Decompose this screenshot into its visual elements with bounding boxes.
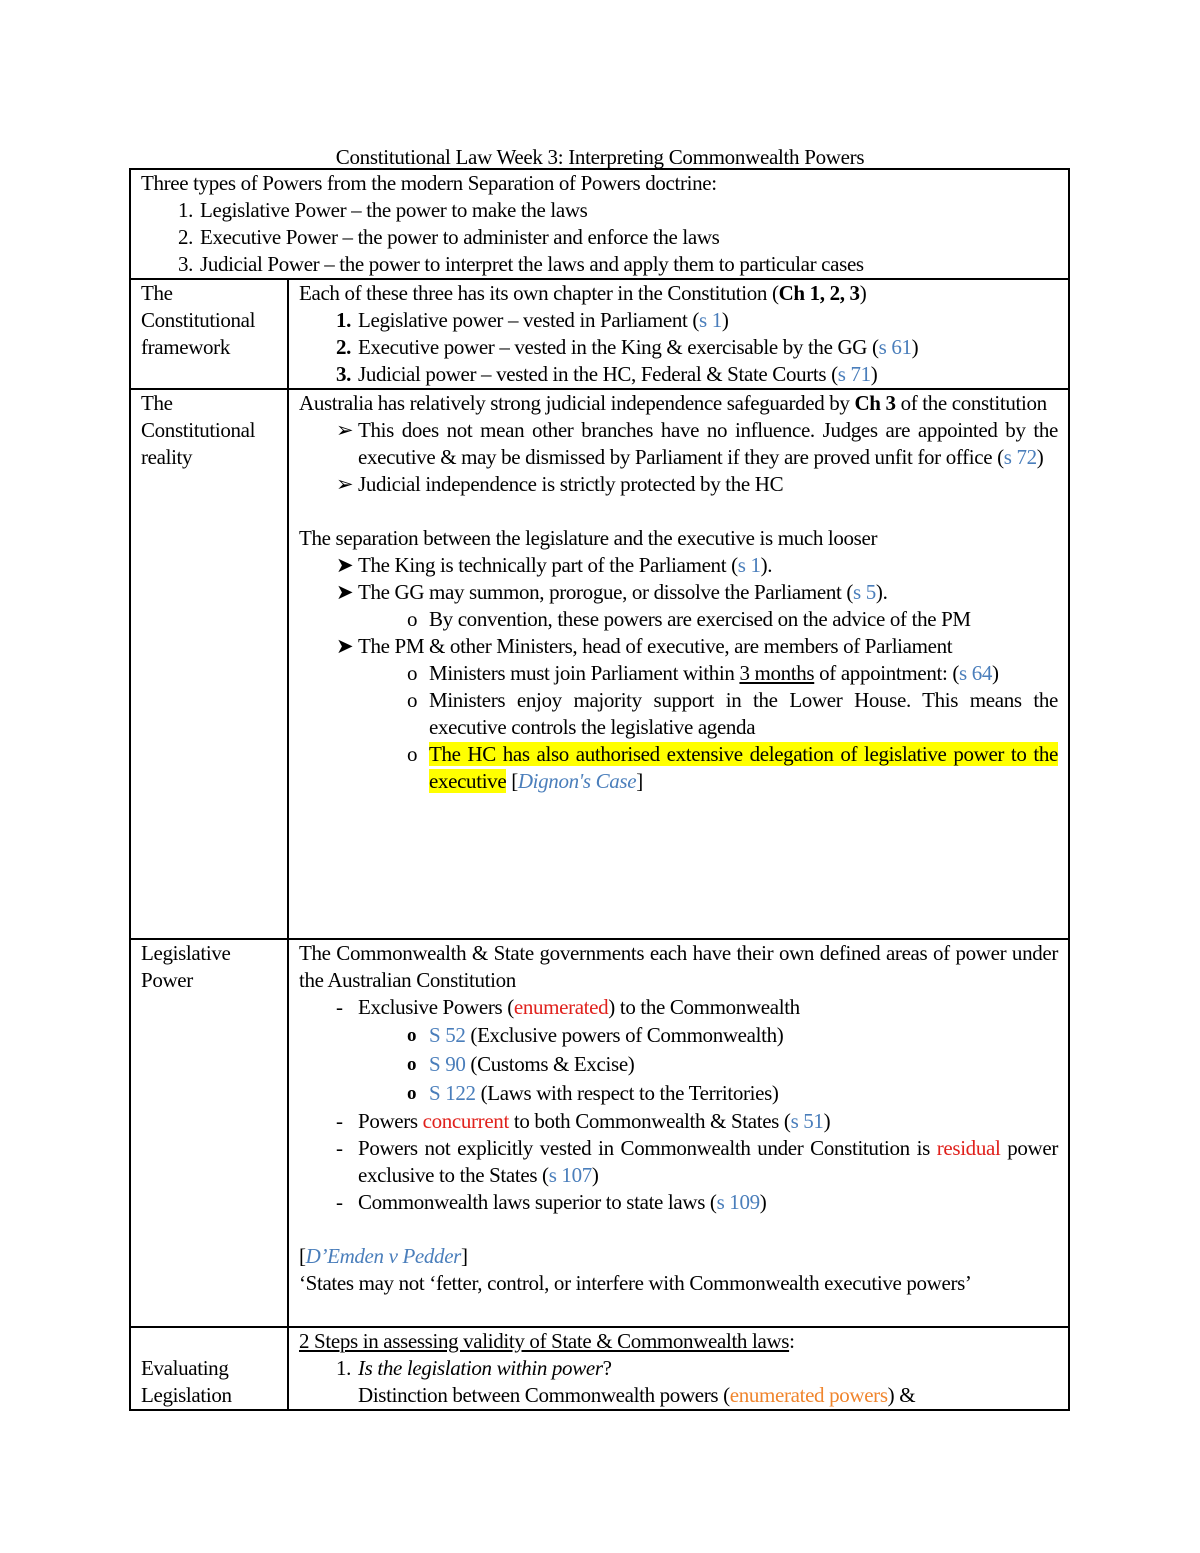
reality-p2: The separation between the legislature and the executive is much looser [299,526,878,550]
arrow-bullet-item [299,417,1058,471]
circle-bullet-icon: o [407,742,418,766]
dash-item [299,1135,1058,1189]
section-ref: s 71 [837,362,871,386]
section-ref: s 61 [878,335,912,359]
step-end: ? [602,1356,612,1380]
p-end: of the constitution [895,391,1047,415]
arrow-bullet-icon: ➢ [336,418,354,442]
sub-bullet-item [299,741,1058,795]
lead-end: ) [859,281,867,305]
section-ref: s 5 [853,580,876,604]
arrow-bullet-item [299,633,1058,660]
evaluating-heading [299,1328,1058,1355]
dash-text: to both Commonwealth & States ( [508,1109,791,1133]
section-ref: s 72 [1003,445,1037,469]
step-item [299,1355,1058,1382]
red-term: enumerated [513,995,609,1019]
chapter-ref: Ch 1, 2, 3 [778,281,860,305]
case-citation: D’Emden v Pedder [305,1244,461,1268]
bullet-end: ) [1036,445,1044,469]
highlighted-text: The HC has also authorised extensive delegation of legislative power to the executive [429,742,1058,793]
arrow-bullet-icon: ➤ [336,634,354,658]
dash-text: ) to the Commonwealth [608,995,800,1019]
sub-bullet-item [299,1050,1058,1079]
list-number: 3. [178,252,194,276]
case-quote: ‘States may not ‘fetter, control, or interfere with Commonwealth executive powers’ [299,1271,972,1295]
framework-row [130,279,1069,389]
legislative-label: Legislative Power [130,939,288,1327]
bullet-text: The King is technically part of the Parliament ( [358,553,738,577]
section-ref: s 1 [737,553,761,577]
arrow-bullet-item [299,471,1058,498]
legislative-p1: The Commonwealth & State governments each have their own defined areas of power under the Australian Constitution [299,941,1058,992]
arrow-bullet-icon: ➢ [336,472,354,496]
arrow-bullet-item [299,579,1058,606]
section-ref: s 109 [716,1190,760,1214]
orange-term: enumerated powers [729,1383,888,1407]
heading-end: : [789,1329,795,1353]
item-end: ) [911,335,919,359]
dash-bullet-icon: - [336,995,343,1019]
bracket: ] [636,769,643,793]
lead-text: Each of these three has its own chapter in the Constitution ( [299,281,779,305]
case-line [299,1243,1058,1270]
bullet-text: Judicial independence is strictly protected by the HC [358,472,784,496]
framework-item [299,361,1058,388]
intro-item-text: Judicial Power – the power to interpret the laws and apply them to particular cases [200,252,864,276]
step-text: Is the legislation within power [358,1356,603,1380]
framework-content [288,279,1069,389]
dash-text: Powers [358,1109,423,1133]
section-ref: s 1 [699,308,722,332]
dash-bullet-icon: - [336,1136,343,1160]
dash-item [299,1108,1058,1135]
case-citation: Dignon's Case [517,769,637,793]
sub-bullet-text: (Customs & Excise) [465,1052,635,1076]
sub-bullet-text: Ministers enjoy majority support in the Lower House. This means the executive controls the legislative agenda [429,688,1058,739]
dash-item [299,994,1058,1021]
chapter-ref: Ch 3 [854,391,896,415]
red-term: residual [936,1136,1001,1160]
section-ref: S 122 [429,1081,476,1105]
intro-item [141,251,1058,278]
underlined-text: 3 months [739,661,815,685]
bullet-end: ). [875,580,888,604]
list-number: 1. [178,198,194,222]
evaluating-label: Evaluating Legislation [130,1327,288,1410]
intro-item [141,197,1058,224]
intro-cell [130,169,1069,279]
section-ref: s 64 [959,661,993,685]
circle-bullet-icon: o [407,661,418,685]
red-term: concurrent [422,1109,509,1133]
item-text: Judicial power – vested in the HC, Federal & State Courts ( [358,362,838,386]
circle-bullet-icon: o [407,607,418,631]
intro-row [130,169,1069,279]
intro-heading: Three types of Powers from the modern Separation of Powers doctrine: [141,171,717,195]
bold-circle-bullet-icon: o [407,1025,417,1046]
bullet-text: The PM & other Ministers, head of executive, are members of Parliament [358,634,953,658]
page-title: Constitutional Law Week 3: Interpreting Commonwealth Powers [335,145,865,169]
arrow-bullet-item [299,552,1058,579]
sub-bullet-item [299,1079,1058,1108]
distinction-text: Distinction between Commonwealth powers ( [358,1383,730,1407]
framework-lead [299,280,1058,307]
dash-text: Powers not explicitly vested in Commonwealth under Constitution is [358,1136,937,1160]
sub-bullet-text: Ministers must join Parliament within [429,661,740,685]
reality-row [130,389,1069,939]
bracket: [ [299,1244,306,1268]
section-ref: s 107 [548,1163,592,1187]
framework-item [299,307,1058,334]
dash-end: ) [823,1109,831,1133]
notes-table [129,168,1070,1411]
sub-bullet-item [299,687,1058,741]
dash-text: Commonwealth laws superior to state laws ( [358,1190,717,1214]
item-text: Legislative power – vested in Parliament ( [358,308,700,332]
dash-end: ) [759,1190,767,1214]
sub-bullet-item [299,606,1058,633]
dash-text: power exclusive to the States ( [358,1136,1058,1187]
reality-content [288,389,1069,939]
bold-circle-bullet-icon: o [407,1054,417,1075]
item-text: Executive power – vested in the King & exercisable by the GG ( [358,335,879,359]
dash-text: Exclusive Powers ( [358,995,514,1019]
dash-item [299,1189,1058,1216]
sub-bullet-item [299,1021,1058,1050]
bracket: ] [461,1244,468,1268]
underlined-heading: 2 Steps in assessing validity of State & Commonwealth laws [299,1329,790,1353]
sub-bullet-text: By convention, these powers are exercised on the advice of the PM [429,607,971,631]
intro-item [141,224,1058,251]
list-number: 2. [178,225,194,249]
evaluating-content [288,1327,1069,1410]
bold-circle-bullet-icon: o [407,1083,417,1104]
reality-p1 [299,390,1058,417]
sub-bullet-text: (Exclusive powers of Commonwealth) [465,1023,784,1047]
list-number: 3. [336,362,352,386]
section-ref: S 90 [429,1052,466,1076]
bullet-end: ). [760,553,773,577]
circle-bullet-icon: o [407,688,418,712]
item-end: ) [721,308,729,332]
framework-item [299,334,1058,361]
sub-bullet-end: ) [992,661,999,685]
intro-item-text: Legislative Power – the power to make the laws [200,198,588,222]
legislative-content [288,939,1069,1327]
dash-bullet-icon: - [336,1190,343,1214]
section-ref: S 52 [429,1023,466,1047]
list-number: 1. [336,308,352,332]
sub-bullet-item [299,660,1058,687]
item-end: ) [870,362,878,386]
arrow-bullet-icon: ➤ [336,553,354,577]
reality-label: The Constitutional reality [130,389,288,939]
dash-bullet-icon: - [336,1109,343,1133]
arrow-bullet-icon: ➤ [336,580,354,604]
sub-bullet-text: (Laws with respect to the Territories) [475,1081,779,1105]
distinction-end: ) & [887,1383,916,1407]
dash-end: ) [591,1163,599,1187]
p-text: Australia has relatively strong judicial independence safeguarded by [299,391,855,415]
section-ref: s 51 [790,1109,824,1133]
bullet-text: This does not mean other branches have no influence. Judges are appointed by the executive & may be dismissed by Parliament if they are proved unfit for office ( [358,418,1058,469]
bracket: [ [506,769,518,793]
framework-label: The Constitutional framework [130,279,288,389]
list-number: 2. [336,335,352,359]
bullet-text: The GG may summon, prorogue, or dissolve the Parliament ( [358,580,854,604]
list-number: 1. [336,1356,352,1380]
intro-item-text: Executive Power – the power to administer and enforce the laws [200,225,720,249]
evaluating-row [130,1327,1069,1410]
sub-bullet-text: of appointment: ( [814,661,959,685]
legislative-row [130,939,1069,1327]
distinction-line [299,1382,1058,1409]
